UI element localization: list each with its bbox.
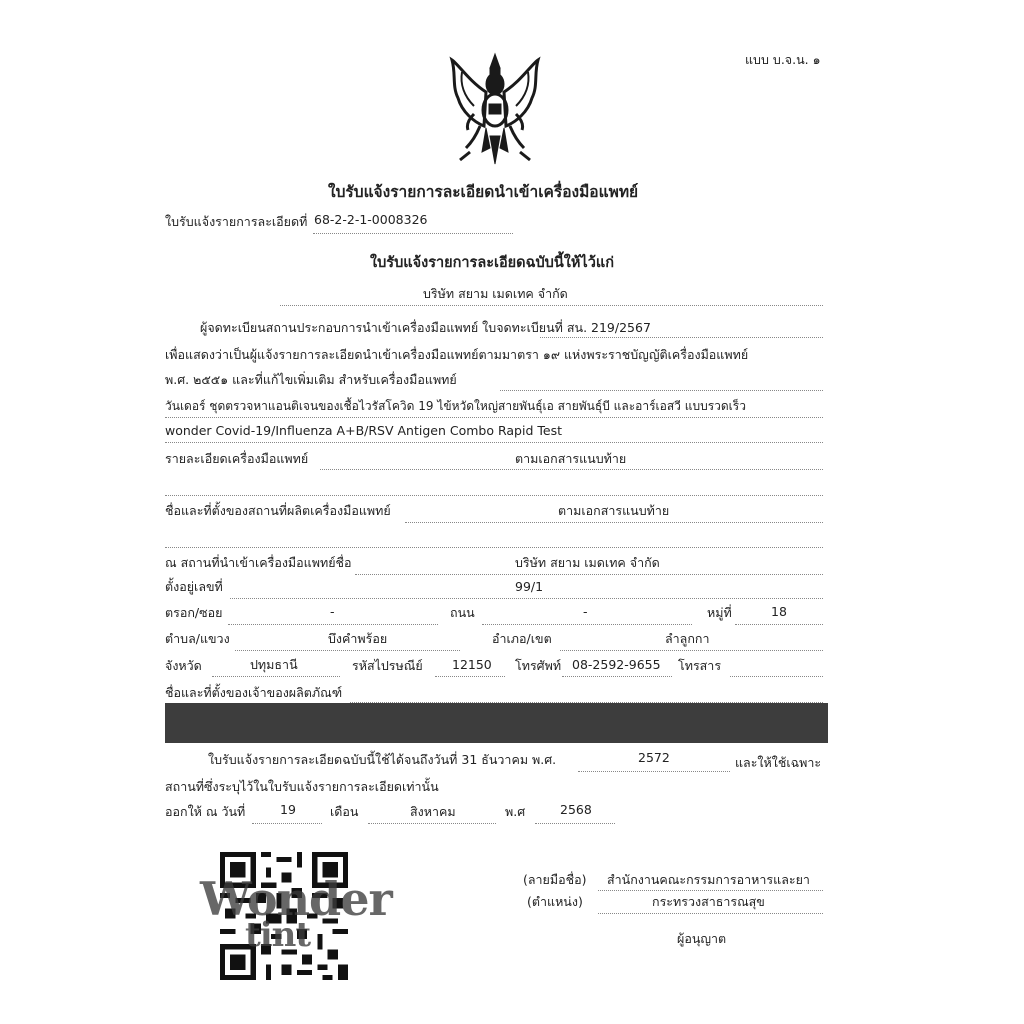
watermark-tint: tint (245, 915, 311, 955)
position-value: กระทรวงสาธารณสุข (652, 894, 765, 909)
address-no: 99/1 (515, 579, 544, 594)
subdistrict-value: บึงคำพร้อย (328, 631, 388, 646)
signature-label: (ลายมือชื่อ) (523, 872, 587, 887)
fax-label: โทรสาร (678, 658, 722, 673)
manufacturer-label: ชื่อและที่ตั้งของสถานที่ผลิตเครื่องมือแพทย์ (165, 503, 391, 518)
garuda-emblem-icon (440, 52, 550, 170)
district-label: อำเภอ/เขต (492, 631, 552, 646)
manufacturer-value: ตามเอกสารแนบท้าย (558, 503, 670, 518)
document-subtitle: ใบรับแจ้งรายการละเอียดฉบับนี้ให้ไว้แก่ (370, 255, 614, 271)
month-label: เดือน (330, 804, 359, 819)
paragraph-1: ผู้จดทะเบียนสถานประกอบการนำเข้าเครื่องมือแพทย์ ใบจดทะเบียนที่ สน. 219/2567 (200, 320, 651, 335)
issued-year: 2568 (560, 802, 592, 817)
device-detail-value: ตามเอกสารแนบท้าย (515, 451, 627, 466)
issued-month: สิงหาคม (410, 804, 456, 819)
product-name-english: wonder Covid-19/Influenza A+B/RSV Antigen Combo Rapid Test (165, 423, 562, 438)
postcode-value: 12150 (452, 657, 492, 672)
phone-value: 08-2592-9655 (572, 657, 661, 672)
subdistrict-label: ตำบล/แขวง (165, 631, 230, 646)
phone-label: โทรศัพท์ (515, 658, 562, 673)
address-no-label: ตั้งอยู่เลขที่ (165, 579, 223, 594)
form-code: แบบ บ.จ.น. ๑ (745, 52, 821, 67)
valid-until-text: ใบรับแจ้งรายการละเอียดฉบับนี้ใช้ได้จนถึงวันที่ 31 ธันวาคม พ.ศ. (208, 752, 557, 767)
moo-value: 18 (771, 604, 787, 619)
redacted-owner-block (165, 703, 828, 743)
detail-no: 68-2-2-1-0008326 (314, 212, 428, 227)
watermark-wonder: Wonder (200, 872, 392, 926)
valid-year: 2572 (638, 750, 670, 765)
moo-label: หมู่ที่ (707, 605, 732, 620)
owner-label: ชื่อและที่ตั้งของเจ้าของผลิตภัณฑ์ (165, 685, 343, 700)
road-label: ถนน (450, 605, 475, 620)
district-value: ลำลูกกา (665, 631, 710, 646)
licensor-label: ผู้อนุญาต (677, 931, 727, 946)
detail-no-label: ใบรับแจ้งรายการละเอียดที่ (165, 214, 308, 229)
road-value: - (583, 604, 588, 619)
valid-place-text: สถานที่ซึ่งระบุไว้ในใบรับแจ้งรายการละเอียดเท่านั้น (165, 779, 439, 794)
valid-tail-text: และให้ใช้เฉพาะ (735, 755, 822, 770)
province-value: ปทุมธานี (250, 657, 298, 672)
import-place-value: บริษัท สยาม เมดเทค จำกัด (515, 555, 660, 570)
soi-value: - (330, 604, 335, 619)
issued-label: ออกให้ ณ วันที่ (165, 804, 246, 819)
soi-label: ตรอก/ซอย (165, 605, 223, 620)
device-detail-label: รายละเอียดเครื่องมือแพทย์ (165, 451, 309, 466)
postcode-label: รหัสไปรษณีย์ (352, 658, 423, 673)
province-label: จังหวัด (165, 658, 202, 673)
position-label: (ตำแหน่ง) (527, 894, 583, 909)
paragraph-3: พ.ศ. ๒๕๕๑ และที่แก้ไขเพิ่มเติม สำหรับเครื่องมือแพทย์ (165, 372, 457, 387)
paragraph-2: เพื่อแสดงว่าเป็นผู้แจ้งรายการละเอียดนำเข้าเครื่องมือแพทย์ตามมาตรา ๑๙ แห่งพระราชบัญญัติเครื่องมือแพทย์ (165, 347, 749, 362)
year-label: พ.ศ (505, 804, 526, 819)
company-name: บริษัท สยาม เมดเทค จำกัด (423, 286, 568, 301)
issued-day: 19 (280, 802, 296, 817)
signature-value: สำนักงานคณะกรรมการอาหารและยา (607, 872, 810, 887)
import-place-label: ณ สถานที่นำเข้าเครื่องมือแพทย์ชื่อ (165, 555, 352, 570)
document-title: ใบรับแจ้งรายการละเอียดนำเข้าเครื่องมือแพทย์ (328, 183, 639, 201)
product-name-thai: วันเดอร์ ชุดตรวจหาแอนติเจนของเชื้อไวรัสโควิด 19 ไข้หวัดใหญ่สายพันธุ์เอ สายพันธุ์บี และอาร์เอสวี แบบรวดเร็ว (165, 399, 746, 413)
